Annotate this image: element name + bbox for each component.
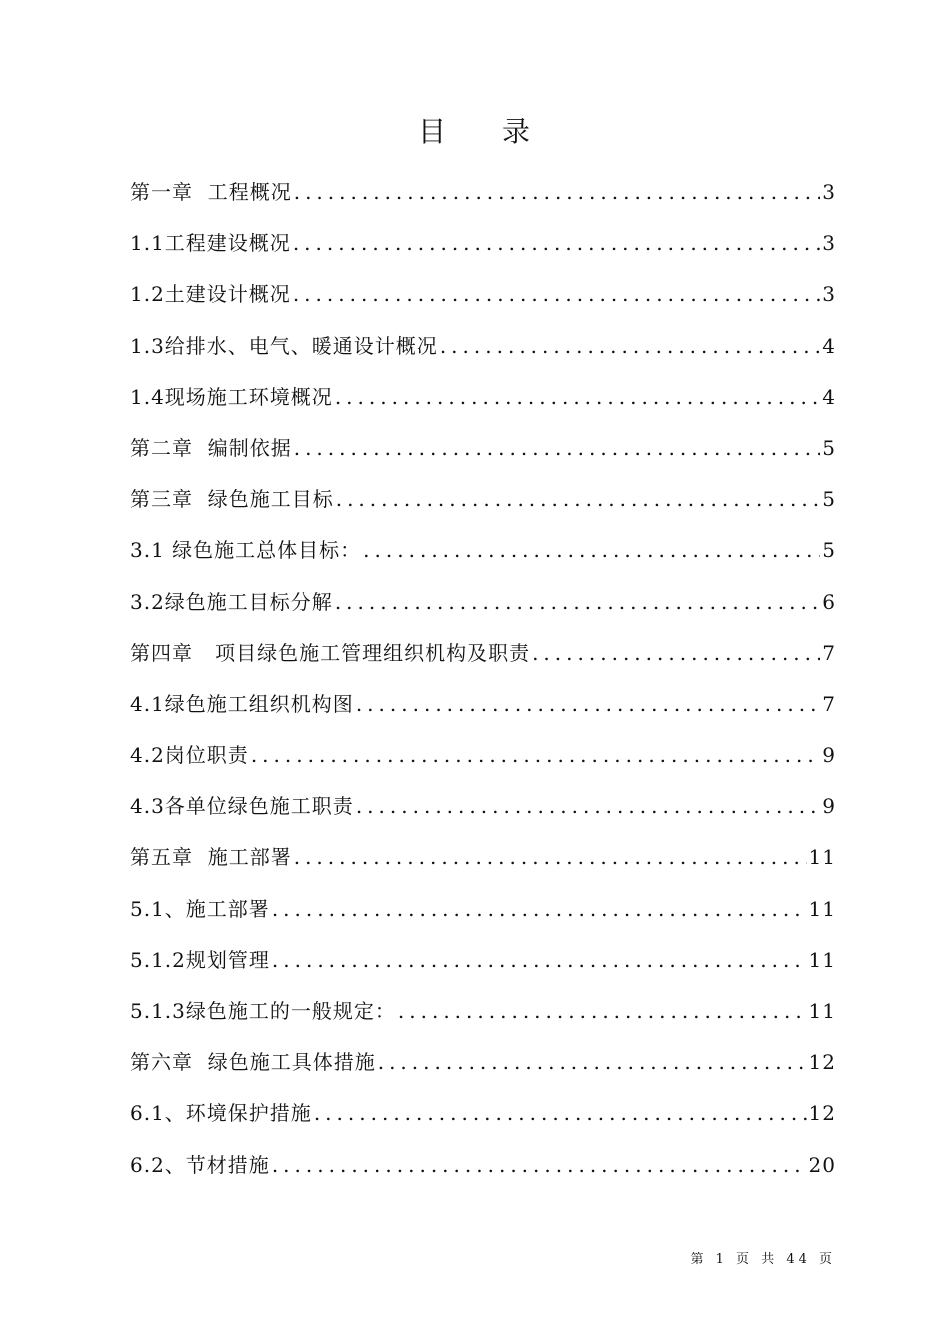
toc-entry-text: 4.3各单位绿色施工职责 [130, 794, 354, 819]
toc-entry-page: 9 [822, 794, 836, 819]
toc-leader-dots [356, 788, 820, 824]
toc-entry-text: 5.1、施工部署 [130, 896, 270, 921]
toc-entry-page: 5 [822, 538, 836, 563]
toc-entry-page: 20 [808, 1152, 836, 1177]
toc-entry[interactable] [130, 430, 836, 481]
toc-leader-dots [335, 379, 820, 415]
toc-entry[interactable] [130, 174, 836, 225]
toc-entry[interactable] [130, 379, 836, 430]
toc-entry[interactable] [130, 788, 836, 839]
toc-entry-page: 11 [808, 845, 836, 870]
toc-entry-text: 5.1.3绿色施工的一般规定： [130, 999, 396, 1023]
toc-entry-page: 11 [808, 947, 836, 972]
toc-entry-text: 5.1.2规划管理 [130, 947, 270, 972]
toc-entry-page: 3 [822, 180, 836, 204]
toc-leader-dots [532, 635, 820, 671]
toc-entry-page: 3 [822, 231, 836, 256]
toc-entry-page: 9 [822, 743, 836, 768]
toc-entry-page: 5 [822, 487, 836, 512]
toc-title [0, 110, 950, 150]
toc-entry[interactable] [130, 1044, 836, 1095]
toc-entry-text: 1.2土建设计概况 [130, 282, 291, 307]
toc-entry-text: 4.1绿色施工组织机构图 [130, 691, 354, 716]
toc-entry-text: 6.2、节材措施 [130, 1152, 270, 1177]
toc-entry[interactable] [130, 686, 836, 737]
toc-entry-text: 6.1、环境保护措施 [130, 1101, 312, 1126]
toc-entry-page: 12 [808, 1050, 836, 1075]
toc-leader-dots [293, 276, 820, 312]
toc-leader-dots [293, 225, 820, 261]
toc-leader-dots [336, 481, 821, 517]
table-of-contents [130, 174, 836, 1198]
toc-entry-page: 11 [808, 999, 836, 1023]
toc-leader-dots [335, 584, 820, 620]
toc-leader-dots [272, 942, 807, 978]
toc-entry-text: 第三章 绿色施工目标 [130, 487, 334, 512]
toc-entry-page: 11 [808, 896, 836, 921]
toc-entry-text: 第六章 绿色施工具体措施 [130, 1050, 376, 1075]
toc-leader-dots [272, 1147, 807, 1183]
toc-leader-dots [314, 1095, 807, 1131]
toc-leader-dots [272, 891, 807, 927]
toc-leader-dots [294, 430, 821, 466]
toc-entry-text: 第五章 施工部署 [130, 845, 292, 870]
toc-leader-dots [356, 686, 820, 722]
toc-entry-text: 1.4现场施工环境概况 [130, 384, 333, 409]
toc-title-char-1: 目 [417, 115, 448, 148]
toc-entry-text: 第一章 工程概况 [130, 180, 292, 204]
toc-entry[interactable] [130, 942, 836, 993]
toc-entry-text: 3.1 绿色施工总体目标： [130, 538, 362, 563]
toc-leader-dots [363, 532, 820, 568]
toc-entry[interactable] [130, 1095, 836, 1146]
toc-entry[interactable] [130, 276, 836, 327]
toc-entry-text: 1.1工程建设概况 [130, 231, 291, 256]
toc-entry-page: 5 [822, 435, 836, 460]
page-footer: 第 1 页 共 44 页 [690, 1252, 836, 1267]
toc-entry[interactable] [130, 532, 836, 583]
toc-entry-page: 12 [808, 1101, 836, 1126]
toc-entry-text: 第四章 项目绿色施工管理组织机构及职责 [130, 640, 531, 665]
toc-entry-page: 3 [822, 282, 836, 307]
toc-entry[interactable] [130, 839, 836, 890]
toc-leader-dots [294, 839, 807, 875]
toc-title-char-2: 录 [502, 115, 533, 148]
toc-entry-text: 1.3给排水、电气、暖通设计概况 [130, 333, 438, 358]
toc-entry-page: 4 [822, 384, 836, 409]
toc-leader-dots [251, 737, 820, 773]
toc-entry-page: 6 [822, 589, 836, 614]
toc-leader-dots [378, 1044, 807, 1080]
toc-entry[interactable] [130, 328, 836, 379]
toc-leader-dots [398, 993, 807, 1029]
toc-entry-page: 7 [822, 640, 836, 665]
toc-entry[interactable] [130, 481, 836, 532]
toc-entry-text: 4.2岗位职责 [130, 743, 249, 768]
toc-leader-dots [440, 328, 820, 364]
toc-leader-dots [294, 174, 821, 210]
toc-entry[interactable] [130, 225, 836, 276]
toc-entry-page: 4 [822, 333, 836, 358]
toc-entry-page: 7 [822, 691, 836, 716]
toc-entry[interactable] [130, 891, 836, 942]
toc-entry-text: 3.2绿色施工目标分解 [130, 589, 333, 614]
toc-entry[interactable] [130, 584, 836, 635]
toc-entry[interactable] [130, 1147, 836, 1198]
toc-entry[interactable] [130, 993, 836, 1044]
toc-entry-text: 第二章 编制依据 [130, 435, 292, 460]
toc-entry[interactable] [130, 737, 836, 788]
toc-entry[interactable] [130, 635, 836, 686]
